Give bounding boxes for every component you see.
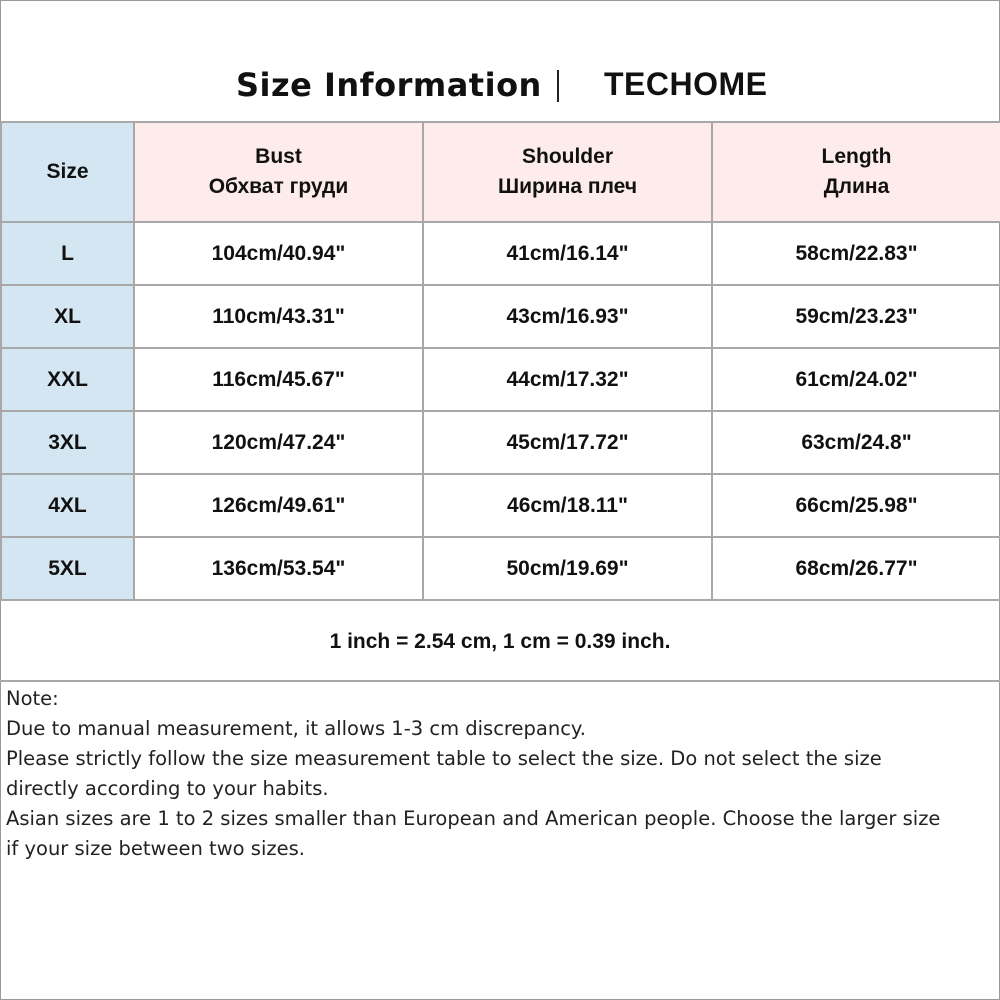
page-title: Size Information bbox=[236, 66, 542, 104]
notes-line: if your size between two sizes. bbox=[6, 837, 305, 860]
bust-cell: 116cm/45.67" bbox=[134, 348, 423, 411]
notes-heading: Note: bbox=[6, 687, 59, 710]
table-header-row bbox=[1, 122, 1000, 222]
size-cell: 4XL bbox=[1, 474, 134, 537]
header-bust-label-ru: Обхват груди bbox=[208, 175, 349, 198]
length-cell: 63cm/24.8" bbox=[712, 411, 1000, 474]
size-cell: L bbox=[1, 222, 134, 285]
length-cell: 58cm/22.83" bbox=[712, 222, 1000, 285]
notes-line: Asian sizes are 1 to 2 sizes smaller than European and American people. Choose the larger size bbox=[6, 807, 941, 830]
bust-cell: 126cm/49.61" bbox=[134, 474, 423, 537]
header-shoulder-label: Shoulder bbox=[521, 145, 613, 168]
notes-line: directly according to your habits. bbox=[6, 777, 329, 800]
size-table bbox=[0, 121, 1000, 601]
size-cell: 5XL bbox=[1, 537, 134, 600]
bust-cell: 104cm/40.94" bbox=[134, 222, 423, 285]
shoulder-cell: 45cm/17.72" bbox=[423, 411, 712, 474]
length-cell: 66cm/25.98" bbox=[712, 474, 1000, 537]
header-size-label: Size bbox=[46, 160, 89, 183]
header-shoulder-label-ru: Ширина плеч bbox=[497, 175, 638, 198]
brand-name: TECHOME bbox=[604, 66, 768, 102]
table-row bbox=[1, 285, 1000, 348]
header-size bbox=[1, 122, 134, 222]
page-header bbox=[0, 62, 1000, 112]
table-row bbox=[1, 222, 1000, 285]
header-bust-label: Bust bbox=[255, 145, 302, 168]
length-cell: 59cm/23.23" bbox=[712, 285, 1000, 348]
length-cell: 61cm/24.02" bbox=[712, 348, 1000, 411]
unit-conversion-note: 1 inch = 2.54 cm, 1 cm = 0.39 inch. bbox=[329, 630, 671, 653]
header-bust bbox=[134, 122, 423, 222]
title-separator bbox=[557, 70, 559, 102]
shoulder-cell: 41cm/16.14" bbox=[423, 222, 712, 285]
notes-line: Due to manual measurement, it allows 1-3 cm discrepancy. bbox=[6, 717, 586, 740]
header-shoulder bbox=[423, 122, 712, 222]
notes-section bbox=[6, 684, 991, 864]
shoulder-cell: 50cm/19.69" bbox=[423, 537, 712, 600]
table-row bbox=[1, 348, 1000, 411]
size-cell: XXL bbox=[1, 348, 134, 411]
table-row bbox=[1, 411, 1000, 474]
notes-line: Please strictly follow the size measurement table to select the size. Do not select the size bbox=[6, 747, 882, 770]
size-cell: XL bbox=[1, 285, 134, 348]
header-length-label-ru: Длина bbox=[823, 175, 890, 198]
table-row bbox=[1, 474, 1000, 537]
shoulder-cell: 43cm/16.93" bbox=[423, 285, 712, 348]
section-divider bbox=[0, 680, 1000, 682]
header-length bbox=[712, 122, 1000, 222]
shoulder-cell: 46cm/18.11" bbox=[423, 474, 712, 537]
shoulder-cell: 44cm/17.32" bbox=[423, 348, 712, 411]
bust-cell: 110cm/43.31" bbox=[134, 285, 423, 348]
size-cell: 3XL bbox=[1, 411, 134, 474]
bust-cell: 120cm/47.24" bbox=[134, 411, 423, 474]
header-length-label: Length bbox=[821, 145, 892, 168]
bust-cell: 136cm/53.54" bbox=[134, 537, 423, 600]
table-row bbox=[1, 537, 1000, 600]
length-cell: 68cm/26.77" bbox=[712, 537, 1000, 600]
